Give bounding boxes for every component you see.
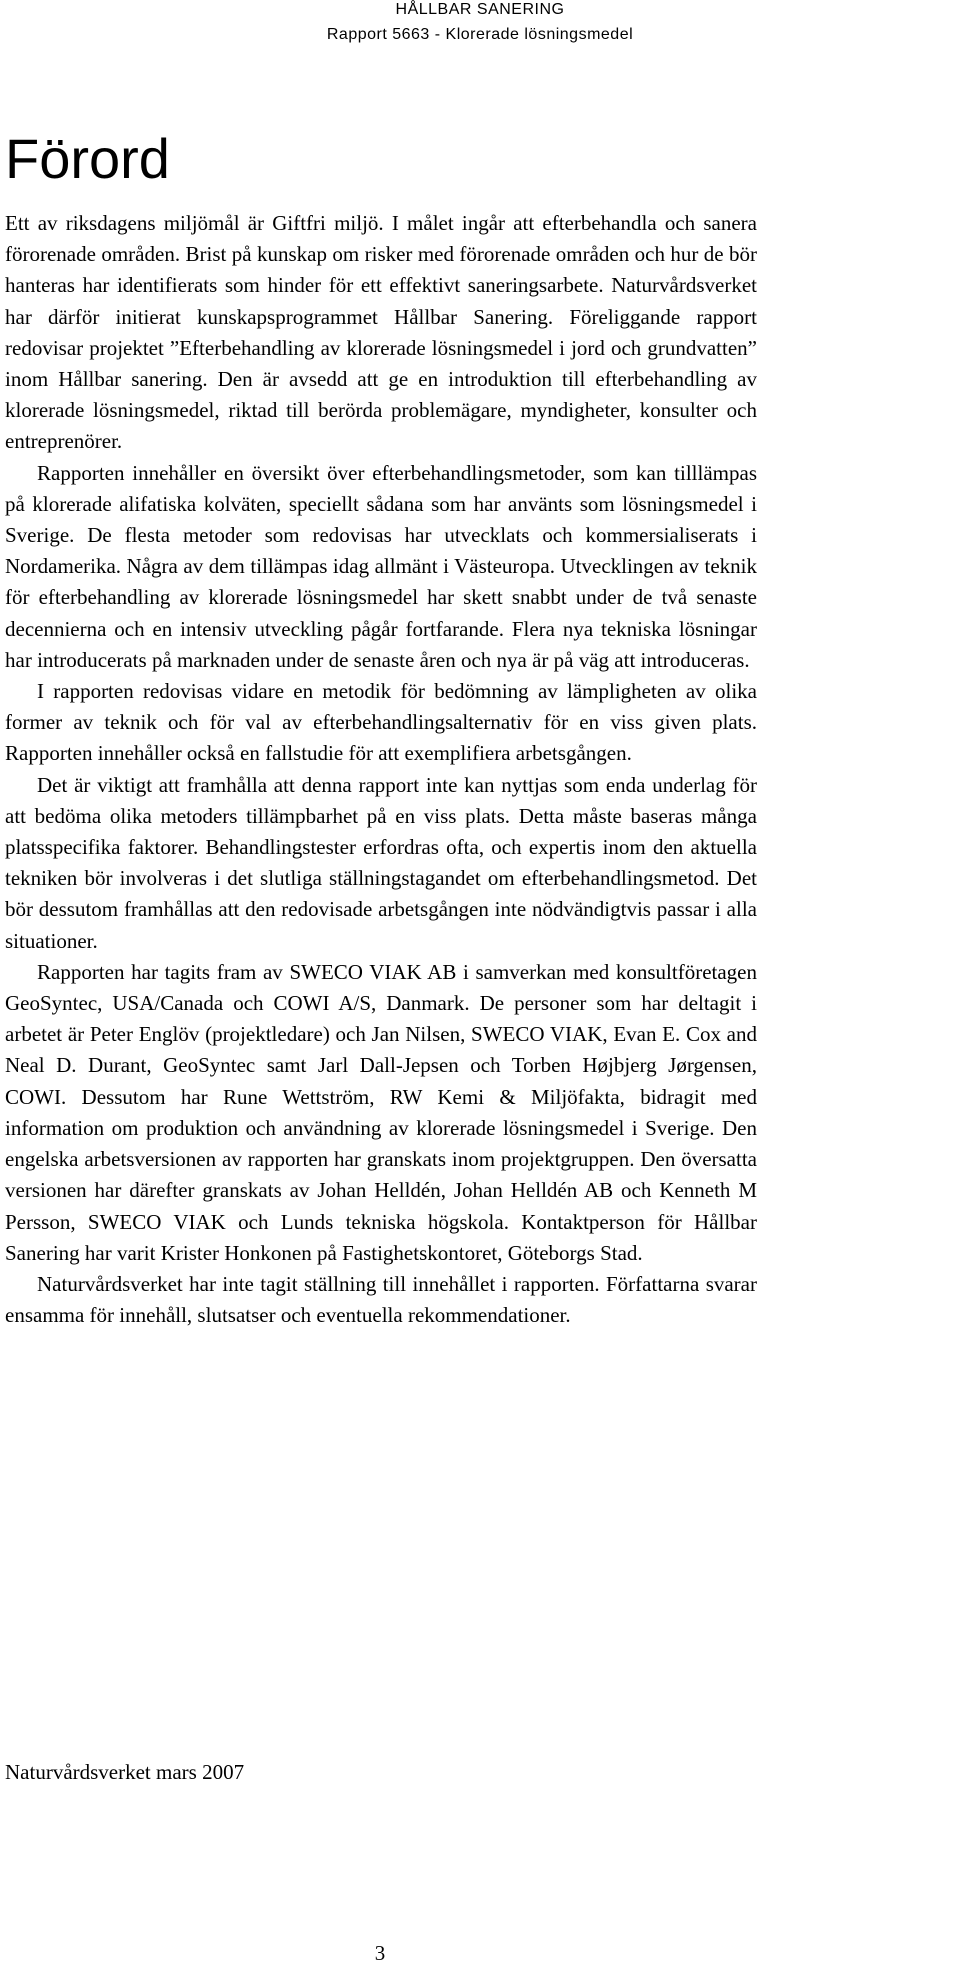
page-number: 3 (374, 1941, 386, 1965)
paragraph-authors: Rapporten har tagits fram av SWECO VIAK AB i samverkan med konsultföretagen GeoSyntec, USA/Canada och COWI A/S, Danmark. De personer som har deltagit i arbetet är Peter Englöv (projektledare) och Jan Nilsen, SWECO VIAK, Evan E. Cox and Neal D. Durant, GeoSyntec samt Jarl Dall-Jepsen och Torben Højbjerg Jørgensen, COWI. Dessutom har Rune Wettström, RW Kemi & Miljöfakta, bidragit med information om produktion och användning av klorerade lösningsmedel i Sverige. Den engelska arbetsversionen av rapporten har granskats inom projektgruppen. Den översatta versionen har därefter granskats av Johan Helldén, Johan Helldén AB och Kenneth M Persson, SWECO VIAK och Lunds tekniska högskola. Kontaktperson för Hållbar Sanering har varit Krister Honkonen på Fastighetskontoret, Göteborgs Stad. (5, 959, 757, 1265)
header-series-title: HÅLLBAR SANERING (395, 1, 565, 18)
header-report-title: Rapport 5663 - Klorerade lösningsmedel (326, 26, 634, 43)
paragraph-responsibility: Naturvårdsverket har inte tagit ställning till innehållet i rapporten. Författarna svarar ensamma för innehåll, slutsatser och eventuella rekommendationer. (5, 1271, 757, 1328)
paragraph-contents: Rapporten innehåller en översikt över efterbehandlingsmetoder, som kan tilllämpas på klorerade alifatiska kolväten, speciellt sådana som har använts som lösningsmedel i Sverige. De flesta metoder som redovisas har utvecklats och kommersialiserats i Nordamerika. Några av dem tillämpas idag allmänt i Västeuropa. Utvecklingen av teknik för efterbehandling av klorerade lösningsmedel har skett snabbt under de två senaste decennierna och en intensiv utveckling pågår fortfarande. Flera nya tekniska lösningar har introducerats på marknaden under de senaste åren och nya är på väg att introduceras. (5, 460, 757, 672)
paragraph-disclaimer: Det är viktigt att framhålla att denna rapport inte kan nyttjas som enda underlag för att bedöma olika metoders tillämpbarhet på en viss plats. Detta måste baseras många platsspecifika faktorer. Behandlingstester erfordras ofta, och expertis inom den aktuella tekniken bör involveras i det slutliga ställningstagandet om efterbehandlingsmetod. Det bör dessutom framhållas att den redovisade arbetsgången inte nödvändigtvis passar i alla situationer. (5, 772, 757, 953)
page-title: Förord (5, 127, 170, 190)
signature-line: Naturvårdsverket mars 2007 (5, 1760, 245, 1784)
foreword-body (5, 208, 757, 1331)
paragraph-methodology: I rapporten redovisas vidare en metodik för bedömning av lämpligheten av olika former av teknik och för val av efterbehandlingsalternativ för en viss given plats. Rapporten innehåller också en fallstudie för att exemplifiera arbetsgången. (5, 679, 757, 766)
paragraph-intro: Ett av riksdagens miljömål är Giftfri miljö. I målet ingår att efterbehandla och sanera förorenade områden. Brist på kunskap om risker med förorenade områden och hur de bör hanteras har identifierats som hinder för ett effektivt saneringsarbete. Naturvårdsverket har därför initierat kunskapsprogrammet Hållbar Sanering. Föreliggande rapport redovisar projektet ”Efterbehandling av klorerade lösningsmedel i jord och grundvatten” inom Hållbar sanering. Den är avsedd att ge en introduktion till efterbehandling av klorerade lösningsmedel, riktad till berörda problemägare, myndigheter, konsulter och entreprenörer. (5, 211, 757, 454)
